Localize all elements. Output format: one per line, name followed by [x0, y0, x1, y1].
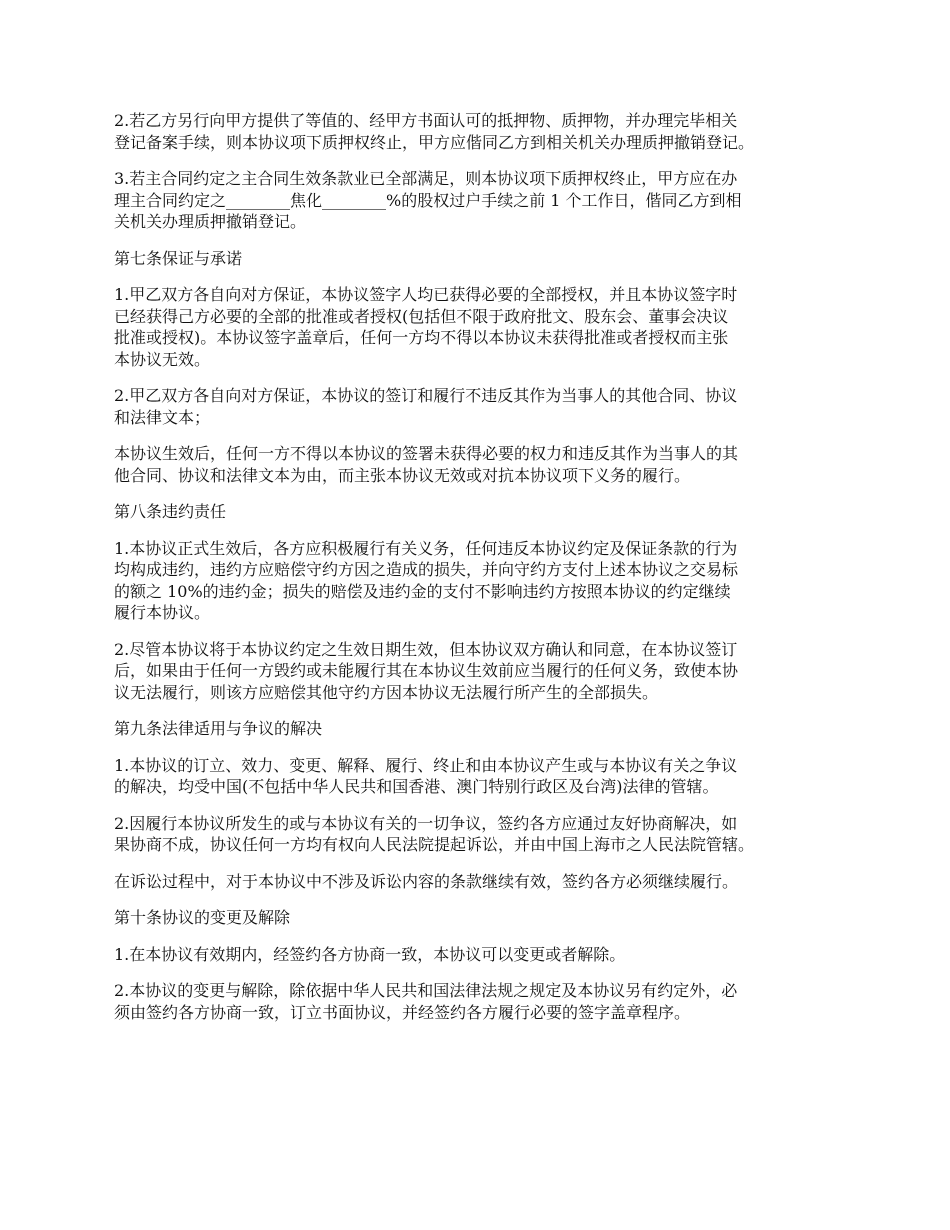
- article-7-heading: 第七条保证与承诺: [114, 248, 243, 268]
- article-7-paragraph: 本协议生效后，任何一方不得以本协议的签署未获得必要的权力和违反其作为当事人的其 他合同、协议和法律文本为由，而主张本协议无效或对抗本协议项下义务的履行。: [114, 444, 739, 485]
- article-10-item-2: 2.本协议的变更与解除，除依据中华人民共和国法律法规之规定及本协议另有约定外，必 须由签约各方协商一致，订立书面协议，并经签约各方履行必要的签字盖章程序。: [114, 981, 738, 1022]
- article-9-heading: 第九条法律适用与争议的解决: [114, 719, 323, 738]
- article-7-item-2: 2.甲乙双方各自向对方保证，本协议的签订和履行不违反其作为当事人的其他合同、协议 和法律文本；: [114, 386, 738, 427]
- document-page: [114, 110, 854, 1038]
- article-10-heading: 第十条协议的变更及解除: [114, 908, 291, 927]
- article-9-item-1: 1.本协议的订立、效力、变更、解释、履行、终止和由本协议产生或与本协议有关之争议 的解决，均受中国(不包括中华人民共和国香港、澳门特别行政区及台湾)法律的管辖。: [114, 755, 738, 796]
- clause-6-item-2: 2.若乙方另行向甲方提供了等值的、经甲方书面认可的抵押物、质押物，并办理完毕相关 登记备案手续，则本协议项下质押权终止，甲方应偕同乙方到相关机关办理质押撤销登记。: [114, 111, 755, 152]
- article-9-paragraph: 在诉讼过程中，对于本协议中不涉及诉讼内容的条款继续有效，签约各方必须继续履行。: [114, 871, 739, 891]
- article-9-item-2: 2.因履行本协议所发生的或与本协议有关的一切争议，签约各方应通过友好协商解决，如 果协商不成，协议任何一方均有权向人民法院提起诉讼，并由中国上海市之人民法院管辖。: [114, 813, 755, 854]
- article-8-item-2: 2.尽管本协议将于本协议约定之生效日期生效，但本协议双方确认和同意，在本协议签订 后，如果由于任何一方毁约或未能履行其在本协议生效前应当履行的任何义务，致使本协 议无法履行，则该方应赔偿其他守约方因本协议无法履行所产生的全部损失。: [114, 639, 739, 702]
- article-8-heading: 第八条违约责任: [114, 502, 227, 521]
- article-7-item-1: 1.甲乙双方各自向对方保证，本协议签字人均已获得必要的全部授权，并且本协议签字时 已经获得己方必要的全部的批准或者授权(包括但不限于政府批文、股东会、董事会决议 批准或授权)。本协议签字盖章后，任何一方均不得以本协议未获得批准或者授权而主张 本协议无效。: [114, 285, 738, 369]
- article-10-item-1: 1.在本协议有效期内，经签约各方协商一致，本协议可以变更或者解除。: [114, 944, 626, 964]
- clause-6-item-3: 3.若主合同约定之主合同生效条款业已全部满足，则本协议项下质押权终止，甲方应在办 理主合同约定之________焦化________%的股权过户手续之前 1 个工作日，偕同乙方到相 关机关办理质押撤销登记。: [114, 169, 742, 231]
- article-8-item-1: 1.本协议正式生效后，各方应积极履行有关义务，任何违反本协议约定及保证条款的行为 均构成违约，违约方应赔偿守约方因之造成的损失，并向守约方支付上述本协议之交易标 的额之 10%的违约金；损失的赔偿及违约金的支付不影响违约方按照本协议的约定继续 履行本协议。: [114, 538, 739, 622]
